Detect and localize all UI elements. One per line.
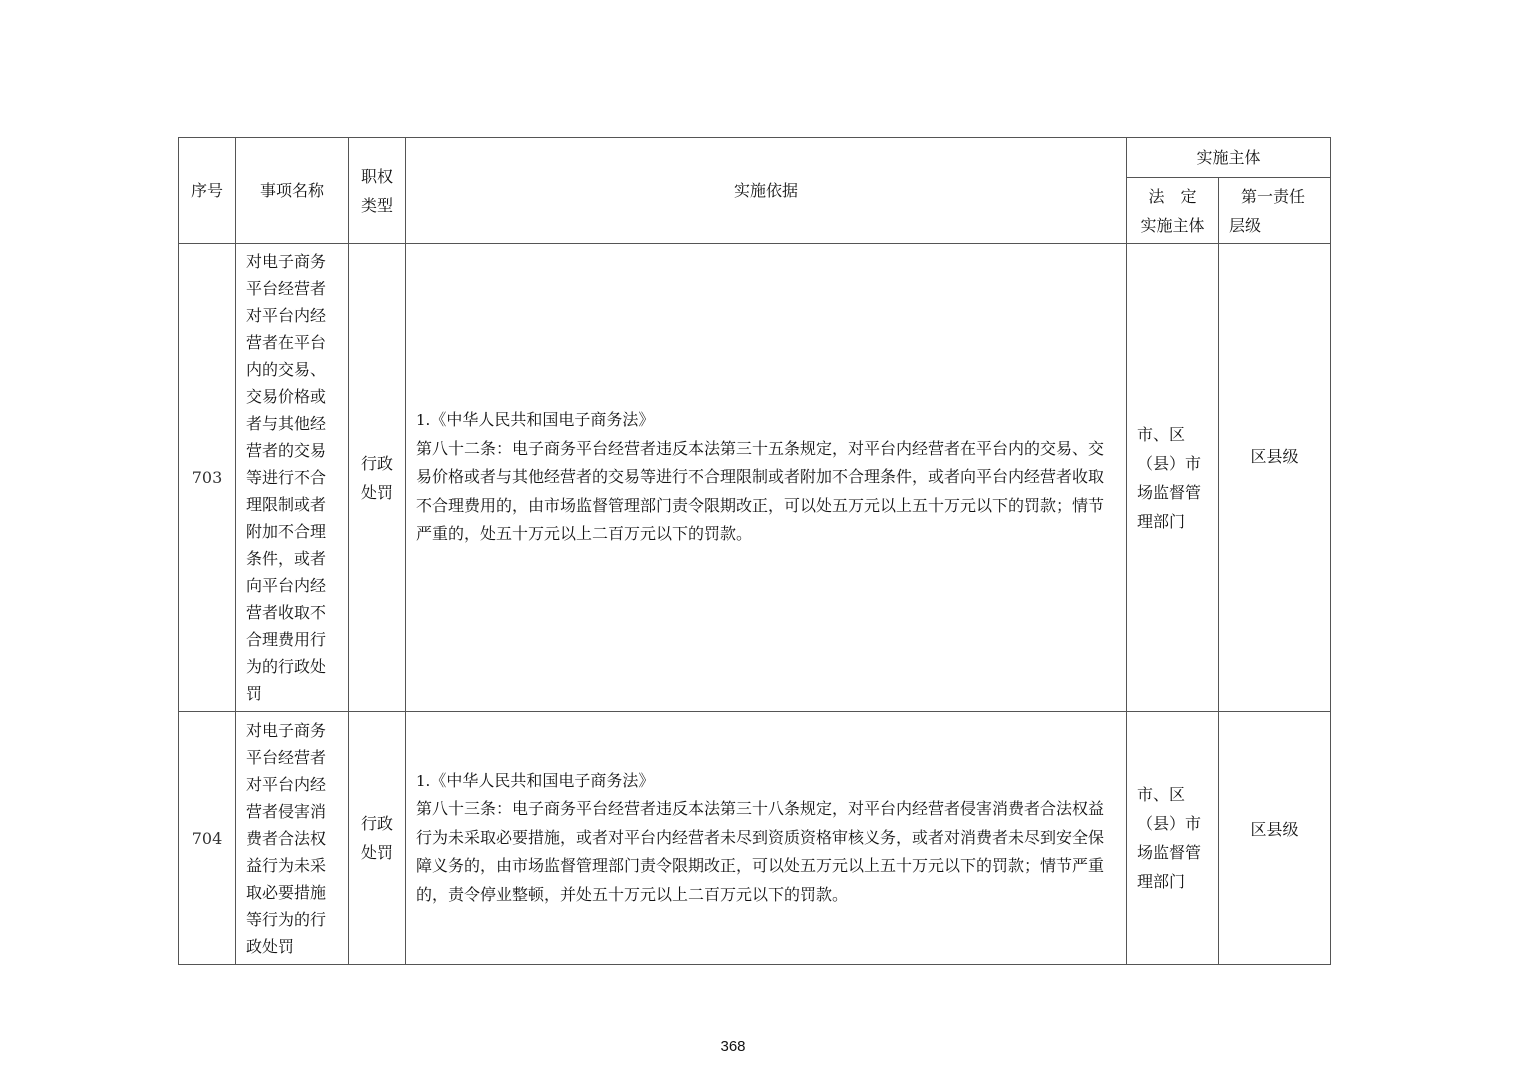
row-type-line1: 行政 <box>360 453 393 473</box>
row-type <box>349 712 406 965</box>
header-subject: 实施主体 <box>1127 138 1331 178</box>
row-type-line2: 处罚 <box>360 482 393 502</box>
header-level-line2: 层级 <box>1229 215 1262 235</box>
table-row <box>179 712 1331 965</box>
row-item-name: 对电子商务平台经营者对平台内经营者侵害消费者合法权益行为未采取必要措施等行为的行政处罚 <box>236 712 349 965</box>
law-text: 第八十三条：电子商务平台经营者违反本法第三十八条规定，对平台内经营者侵害消费者合法权益行为未采取必要措施，或者对平台内经营者未尽到资质资格审核义务，或者对消费者未尽到安全保障义务的，由市场监督管理部门责令限期改正，可以处五万元以上五十万元以下的罚款；情节严重的，责令停业整顿，并处五十万元以上二百万元以下的罚款。 <box>416 799 1105 904</box>
row-legal-subject: 市、区（县）市场监督管理部门 <box>1127 712 1219 965</box>
header-seq: 序号 <box>179 138 236 244</box>
law-title: 《中华人民共和国电子商务法》 <box>430 770 655 790</box>
row-seq: 704 <box>179 712 236 965</box>
row-level: 区县级 <box>1219 244 1331 712</box>
row-legal-subject: 市、区（县）市场监督管理部门 <box>1127 244 1219 712</box>
row-basis <box>406 712 1127 965</box>
header-level <box>1219 178 1331 244</box>
table-row <box>179 244 1331 712</box>
header-level-line1: 第一责任 <box>1241 186 1306 206</box>
law-number: 1. <box>416 771 431 790</box>
header-type <box>349 138 406 244</box>
law-title-line <box>416 406 1116 435</box>
header-legal-line1: 法 定 <box>1148 186 1197 206</box>
header-legal-line2: 实施主体 <box>1140 215 1205 235</box>
law-number: 1. <box>416 411 431 430</box>
row-item-name: 对电子商务平台经营者对平台内经营者在平台内的交易、交易价格或者与其他经营者的交易等进行不合理限制或者附加不合理条件，或者向平台内经营者收取不合理费用行为的行政处罚 <box>236 244 349 712</box>
row-type-line1: 行政 <box>360 814 393 833</box>
header-legal-subject <box>1127 178 1219 244</box>
law-title: 《中华人民共和国电子商务法》 <box>430 410 655 430</box>
header-basis: 实施依据 <box>406 138 1127 244</box>
header-type-line1: 职权 <box>360 166 393 186</box>
row-basis <box>406 244 1127 712</box>
row-seq: 703 <box>179 244 236 712</box>
row-level: 区县级 <box>1219 712 1331 965</box>
law-title-line <box>416 767 1116 796</box>
page-number: 368 <box>720 1038 746 1055</box>
row-type <box>349 244 406 712</box>
items-table <box>178 137 1331 965</box>
row-type-line2: 处罚 <box>360 843 393 862</box>
header-name: 事项名称 <box>236 138 349 244</box>
law-text: 第八十二条：电子商务平台经营者违反本法第三十五条规定，对平台内经营者在平台内的交易、交易价格或者与其他经营者的交易等进行不合理限制或者附加不合理条件，或者向平台内经营者收取不合理费用的，由市场监督管理部门责令限期改正，可以处五万元以上五十万元以下的罚款；情节严重的，处五十万元以上二百万元以下的罚款。 <box>416 438 1105 544</box>
header-type-line2: 类型 <box>360 195 393 215</box>
